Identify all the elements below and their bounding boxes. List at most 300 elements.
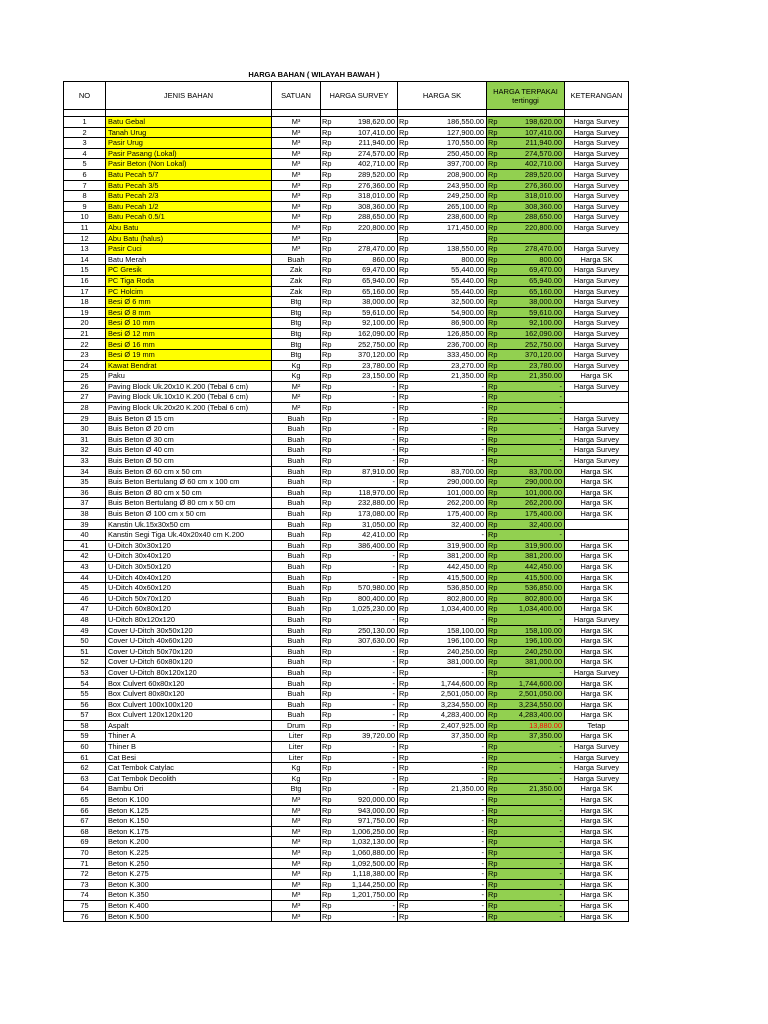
- material-name: Batu Merah: [106, 254, 272, 265]
- harga-sk: 415,500.00: [413, 572, 487, 583]
- currency-label: Rp: [398, 742, 413, 753]
- harga-survey: -: [336, 742, 398, 753]
- harga-sk: -: [413, 911, 487, 922]
- harga-sk: -: [413, 667, 487, 678]
- keterangan: Harga Survey: [565, 275, 629, 286]
- material-name: Beton K.250: [106, 858, 272, 869]
- table-row: [64, 572, 629, 583]
- currency-label: Rp: [487, 572, 502, 583]
- material-name: Beton K.100: [106, 795, 272, 806]
- harga-sk: -: [413, 805, 487, 816]
- unit: Btg: [272, 297, 321, 308]
- material-name: Batu Pecah 5/7: [106, 169, 272, 180]
- material-name: Beton K.150: [106, 816, 272, 827]
- harga-survey: 232,880.00: [336, 498, 398, 509]
- harga-terpakai: -: [502, 858, 565, 869]
- table-row: [64, 233, 629, 244]
- keterangan: Harga SK: [565, 466, 629, 477]
- row-no: 17: [64, 286, 106, 297]
- unit: Zak: [272, 275, 321, 286]
- currency-label: Rp: [487, 180, 502, 191]
- keterangan: Harga Survey: [565, 297, 629, 308]
- currency-label: Rp: [321, 169, 336, 180]
- keterangan: [565, 403, 629, 414]
- table-row: [64, 222, 629, 233]
- keterangan: Harga SK: [565, 371, 629, 382]
- currency-label: Rp: [487, 328, 502, 339]
- keterangan: Harga SK: [565, 879, 629, 890]
- row-no: 20: [64, 318, 106, 329]
- harga-terpakai: 290,000.00: [502, 477, 565, 488]
- currency-label: Rp: [398, 265, 413, 276]
- harga-survey: 65,160.00: [336, 286, 398, 297]
- row-no: 73: [64, 879, 106, 890]
- unit: M³: [272, 805, 321, 816]
- currency-label: Rp: [487, 826, 502, 837]
- currency-label: Rp: [487, 339, 502, 350]
- harga-survey: 971,750.00: [336, 816, 398, 827]
- table-row: [64, 201, 629, 212]
- harga-terpakai: 196,100.00: [502, 636, 565, 647]
- header-jenis-bahan: JENIS BAHAN: [106, 82, 272, 110]
- keterangan: Harga SK: [565, 784, 629, 795]
- table-row: [64, 593, 629, 604]
- harga-survey: -: [336, 710, 398, 721]
- harga-survey: 278,470.00: [336, 244, 398, 255]
- unit: Buah: [272, 593, 321, 604]
- unit: M³: [272, 169, 321, 180]
- currency-label: Rp: [398, 593, 413, 604]
- keterangan: Harga SK: [565, 678, 629, 689]
- harga-terpakai: -: [502, 805, 565, 816]
- currency-label: Rp: [398, 900, 413, 911]
- harga-terpakai: 83,700.00: [502, 466, 565, 477]
- unit: M³: [272, 233, 321, 244]
- row-no: 8: [64, 191, 106, 202]
- row-no: 27: [64, 392, 106, 403]
- currency-label: Rp: [487, 593, 502, 604]
- currency-label: Rp: [487, 159, 502, 170]
- keterangan: Harga Survey: [565, 752, 629, 763]
- harga-terpakai: 308,360.00: [502, 201, 565, 212]
- material-name: Buis Beton Bertulang Ø 60 cm x 100 cm: [106, 477, 272, 488]
- currency-label: Rp: [321, 795, 336, 806]
- keterangan: Harga Survey: [565, 191, 629, 202]
- harga-sk: 236,700.00: [413, 339, 487, 350]
- currency-label: Rp: [398, 657, 413, 668]
- table-row: [64, 127, 629, 138]
- keterangan: Harga Survey: [565, 667, 629, 678]
- currency-label: Rp: [487, 720, 502, 731]
- table-row: [64, 720, 629, 731]
- material-name: Buis Beton Ø 100 cm x 50 cm: [106, 508, 272, 519]
- unit: M³: [272, 826, 321, 837]
- row-no: 67: [64, 816, 106, 827]
- currency-label: Rp: [487, 837, 502, 848]
- unit: M²: [272, 381, 321, 392]
- material-name: Batu Pecah 2/3: [106, 191, 272, 202]
- harga-sk: 802,800.00: [413, 593, 487, 604]
- harga-sk: -: [413, 900, 487, 911]
- table-row: [64, 371, 629, 382]
- currency-label: Rp: [398, 879, 413, 890]
- row-no: 40: [64, 530, 106, 541]
- currency-label: Rp: [398, 795, 413, 806]
- currency-label: Rp: [321, 689, 336, 700]
- harga-sk: -: [413, 434, 487, 445]
- unit: Buah: [272, 254, 321, 265]
- currency-label: Rp: [398, 720, 413, 731]
- harga-survey: -: [336, 392, 398, 403]
- currency-label: Rp: [487, 773, 502, 784]
- currency-label: Rp: [398, 403, 413, 414]
- keterangan: Harga SK: [565, 572, 629, 583]
- currency-label: Rp: [487, 434, 502, 445]
- harga-survey: -: [336, 477, 398, 488]
- harga-terpakai: -: [502, 837, 565, 848]
- harga-terpakai: -: [502, 752, 565, 763]
- currency-label: Rp: [487, 636, 502, 647]
- row-no: 18: [64, 297, 106, 308]
- unit: Buah: [272, 466, 321, 477]
- harga-terpakai: 101,000.00: [502, 487, 565, 498]
- harga-sk: 83,700.00: [413, 466, 487, 477]
- unit: Buah: [272, 625, 321, 636]
- table-row: [64, 307, 629, 318]
- currency-label: Rp: [487, 487, 502, 498]
- keterangan: Harga SK: [565, 487, 629, 498]
- harga-terpakai: 21,350.00: [502, 784, 565, 795]
- material-name: Buis Beton Ø 80 cm x 50 cm: [106, 487, 272, 498]
- currency-label: Rp: [487, 233, 502, 244]
- harga-sk: 290,000.00: [413, 477, 487, 488]
- harga-sk: 138,550.00: [413, 244, 487, 255]
- harga-survey: 370,120.00: [336, 350, 398, 361]
- harga-terpakai: 198,620.00: [502, 117, 565, 128]
- currency-label: Rp: [487, 678, 502, 689]
- row-no: 2: [64, 127, 106, 138]
- harga-sk: -: [413, 530, 487, 541]
- currency-label: Rp: [487, 191, 502, 202]
- material-name: Buis Beton Ø 15 cm: [106, 413, 272, 424]
- currency-label: Rp: [487, 403, 502, 414]
- harga-terpakai: -: [502, 530, 565, 541]
- harga-sk: 250,450.00: [413, 148, 487, 159]
- header-harga-terpakai: HARGA TERPAKAI tertinggi: [487, 82, 565, 110]
- table-row: [64, 286, 629, 297]
- row-no: 34: [64, 466, 106, 477]
- harga-terpakai: 59,610.00: [502, 307, 565, 318]
- material-name: Kawat Bendrat: [106, 360, 272, 371]
- harga-survey: 92,100.00: [336, 318, 398, 329]
- unit: Buah: [272, 583, 321, 594]
- row-no: 55: [64, 689, 106, 700]
- harga-sk: -: [413, 403, 487, 414]
- material-name: Abu Batu: [106, 222, 272, 233]
- unit: Buah: [272, 551, 321, 562]
- material-name: Besi Ø 10 mm: [106, 318, 272, 329]
- harga-sk: 32,400.00: [413, 519, 487, 530]
- row-no: 43: [64, 561, 106, 572]
- table-row: [64, 847, 629, 858]
- harga-terpakai: 318,010.00: [502, 191, 565, 202]
- material-name: U-Ditch 50x70x120: [106, 593, 272, 604]
- harga-sk: 397,700.00: [413, 159, 487, 170]
- row-no: 16: [64, 275, 106, 286]
- currency-label: Rp: [487, 413, 502, 424]
- harga-terpakai: 288,650.00: [502, 212, 565, 223]
- unit: Btg: [272, 318, 321, 329]
- unit: M³: [272, 127, 321, 138]
- harga-survey: -: [336, 561, 398, 572]
- material-name: Batu Gebal: [106, 117, 272, 128]
- keterangan: Harga Survey: [565, 350, 629, 361]
- currency-label: Rp: [398, 381, 413, 392]
- material-name: Thiner A: [106, 731, 272, 742]
- table-row: [64, 265, 629, 276]
- currency-label: Rp: [321, 742, 336, 753]
- currency-label: Rp: [321, 583, 336, 594]
- harga-terpakai: 21,350.00: [502, 371, 565, 382]
- harga-sk: 21,350.00: [413, 784, 487, 795]
- harga-sk: 171,450.00: [413, 222, 487, 233]
- currency-label: Rp: [398, 614, 413, 625]
- currency-label: Rp: [487, 646, 502, 657]
- harga-survey: -: [336, 678, 398, 689]
- harga-survey: 252,750.00: [336, 339, 398, 350]
- harga-sk: 186,550.00: [413, 117, 487, 128]
- unit: M³: [272, 795, 321, 806]
- row-no: 9: [64, 201, 106, 212]
- currency-label: Rp: [321, 763, 336, 774]
- unit: Buah: [272, 477, 321, 488]
- table-row: [64, 604, 629, 615]
- unit: Buah: [272, 657, 321, 668]
- unit: M³: [272, 900, 321, 911]
- row-no: 38: [64, 508, 106, 519]
- currency-label: Rp: [321, 424, 336, 435]
- unit: M³: [272, 180, 321, 191]
- harga-survey: -: [336, 752, 398, 763]
- harga-terpakai: 262,200.00: [502, 498, 565, 509]
- currency-label: Rp: [321, 572, 336, 583]
- currency-label: Rp: [321, 847, 336, 858]
- harga-terpakai: -: [502, 445, 565, 456]
- currency-label: Rp: [398, 530, 413, 541]
- material-name: Beton K.200: [106, 837, 272, 848]
- harga-terpakai: 23,780.00: [502, 360, 565, 371]
- harga-survey: -: [336, 614, 398, 625]
- harga-terpakai: -: [502, 826, 565, 837]
- row-no: 13: [64, 244, 106, 255]
- currency-label: Rp: [487, 127, 502, 138]
- row-no: 1: [64, 117, 106, 128]
- harga-sk: 4,283,400.00: [413, 710, 487, 721]
- currency-label: Rp: [321, 244, 336, 255]
- harga-sk: 158,100.00: [413, 625, 487, 636]
- harga-terpakai: 211,940.00: [502, 138, 565, 149]
- harga-terpakai: 415,500.00: [502, 572, 565, 583]
- currency-label: Rp: [398, 222, 413, 233]
- keterangan: Harga SK: [565, 583, 629, 594]
- harga-survey: 288,650.00: [336, 212, 398, 223]
- currency-label: Rp: [487, 561, 502, 572]
- unit: Buah: [272, 519, 321, 530]
- row-no: 76: [64, 911, 106, 922]
- table-row: [64, 350, 629, 361]
- harga-terpakai: 370,120.00: [502, 350, 565, 361]
- table-row: [64, 413, 629, 424]
- currency-label: Rp: [321, 180, 336, 191]
- unit: Buah: [272, 540, 321, 551]
- material-name: U-Ditch 30x50x120: [106, 561, 272, 572]
- row-no: 29: [64, 413, 106, 424]
- currency-label: Rp: [487, 381, 502, 392]
- spacer-row: [64, 110, 629, 117]
- harga-sk: 2,407,925.00: [413, 720, 487, 731]
- currency-label: Rp: [321, 720, 336, 731]
- row-no: 11: [64, 222, 106, 233]
- material-name: U-Ditch 60x80x120: [106, 604, 272, 615]
- material-name: Buis Beton Ø 40 cm: [106, 445, 272, 456]
- currency-label: Rp: [398, 424, 413, 435]
- table-row: [64, 445, 629, 456]
- harga-terpakai: -: [502, 456, 565, 467]
- unit: M³: [272, 191, 321, 202]
- row-no: 74: [64, 890, 106, 901]
- currency-label: Rp: [487, 530, 502, 541]
- row-no: 6: [64, 169, 106, 180]
- row-no: 28: [64, 403, 106, 414]
- currency-label: Rp: [398, 233, 413, 244]
- currency-label: Rp: [487, 604, 502, 615]
- currency-label: Rp: [487, 731, 502, 742]
- keterangan: Harga Survey: [565, 180, 629, 191]
- keterangan: Harga SK: [565, 593, 629, 604]
- unit: M³: [272, 222, 321, 233]
- row-no: 10: [64, 212, 106, 223]
- table-row: [64, 138, 629, 149]
- currency-label: Rp: [398, 138, 413, 149]
- harga-survey: 1,118,380.00: [336, 869, 398, 880]
- currency-label: Rp: [398, 604, 413, 615]
- harga-terpakai: 289,520.00: [502, 169, 565, 180]
- harga-sk: 243,950.00: [413, 180, 487, 191]
- table-row: [64, 625, 629, 636]
- material-name: Besi Ø 6 mm: [106, 297, 272, 308]
- table-row: [64, 392, 629, 403]
- currency-label: Rp: [487, 519, 502, 530]
- keterangan: Harga SK: [565, 890, 629, 901]
- currency-label: Rp: [398, 148, 413, 159]
- row-no: 45: [64, 583, 106, 594]
- harga-terpakai: 175,400.00: [502, 508, 565, 519]
- table-row: [64, 254, 629, 265]
- keterangan: Harga SK: [565, 816, 629, 827]
- unit: M³: [272, 816, 321, 827]
- harga-survey: 23,780.00: [336, 360, 398, 371]
- harga-sk: 21,350.00: [413, 371, 487, 382]
- material-name: Buis Beton Bertulang Ø 80 cm x 50 cm: [106, 498, 272, 509]
- table-row: [64, 900, 629, 911]
- keterangan: Harga SK: [565, 869, 629, 880]
- currency-label: Rp: [321, 487, 336, 498]
- harga-terpakai: -: [502, 381, 565, 392]
- table-row: [64, 159, 629, 170]
- currency-label: Rp: [321, 138, 336, 149]
- keterangan: Harga Survey: [565, 360, 629, 371]
- table-row: [64, 212, 629, 223]
- harga-terpakai: -: [502, 667, 565, 678]
- currency-label: Rp: [321, 254, 336, 265]
- unit: Buah: [272, 413, 321, 424]
- unit: Buah: [272, 530, 321, 541]
- keterangan: Harga Survey: [565, 434, 629, 445]
- row-no: 25: [64, 371, 106, 382]
- currency-label: Rp: [398, 466, 413, 477]
- material-name: Cover U-Ditch 60x80x120: [106, 657, 272, 668]
- keterangan: Harga SK: [565, 710, 629, 721]
- harga-terpakai: 536,850.00: [502, 583, 565, 594]
- harga-survey: -: [336, 689, 398, 700]
- currency-label: Rp: [321, 614, 336, 625]
- keterangan: Harga SK: [565, 826, 629, 837]
- table-row: [64, 191, 629, 202]
- currency-label: Rp: [321, 540, 336, 551]
- currency-label: Rp: [398, 498, 413, 509]
- row-no: 19: [64, 307, 106, 318]
- table-row: [64, 699, 629, 710]
- currency-label: Rp: [398, 275, 413, 286]
- unit: Buah: [272, 487, 321, 498]
- material-name: Besi Ø 19 mm: [106, 350, 272, 361]
- keterangan: Harga SK: [565, 498, 629, 509]
- table-row: [64, 583, 629, 594]
- keterangan: Harga SK: [565, 561, 629, 572]
- unit: Buah: [272, 498, 321, 509]
- harga-survey: 173,080.00: [336, 508, 398, 519]
- material-name: Cover U-Ditch 80x120x120: [106, 667, 272, 678]
- row-no: 59: [64, 731, 106, 742]
- harga-sk: 37,350.00: [413, 731, 487, 742]
- harga-terpakai: 2,501,050.00: [502, 689, 565, 700]
- currency-label: Rp: [487, 890, 502, 901]
- harga-sk: 319,900.00: [413, 540, 487, 551]
- currency-label: Rp: [487, 286, 502, 297]
- unit: Buah: [272, 456, 321, 467]
- currency-label: Rp: [398, 540, 413, 551]
- currency-label: Rp: [398, 890, 413, 901]
- row-no: 15: [64, 265, 106, 276]
- material-name: Box Culvert 80x80x120: [106, 689, 272, 700]
- table-row: [64, 816, 629, 827]
- harga-terpakai: -: [502, 763, 565, 774]
- row-no: 54: [64, 678, 106, 689]
- row-no: 32: [64, 445, 106, 456]
- header-harga-survey: HARGA SURVEY: [321, 82, 398, 110]
- keterangan: Harga Survey: [565, 127, 629, 138]
- material-name: U-Ditch 30x40x120: [106, 551, 272, 562]
- currency-label: Rp: [321, 297, 336, 308]
- currency-label: Rp: [321, 678, 336, 689]
- harga-sk: -: [413, 773, 487, 784]
- harga-terpakai: 276,360.00: [502, 180, 565, 191]
- currency-label: Rp: [398, 784, 413, 795]
- harga-terpakai: -: [502, 869, 565, 880]
- currency-label: Rp: [321, 519, 336, 530]
- table-row: [64, 911, 629, 922]
- harga-terpakai: -: [502, 847, 565, 858]
